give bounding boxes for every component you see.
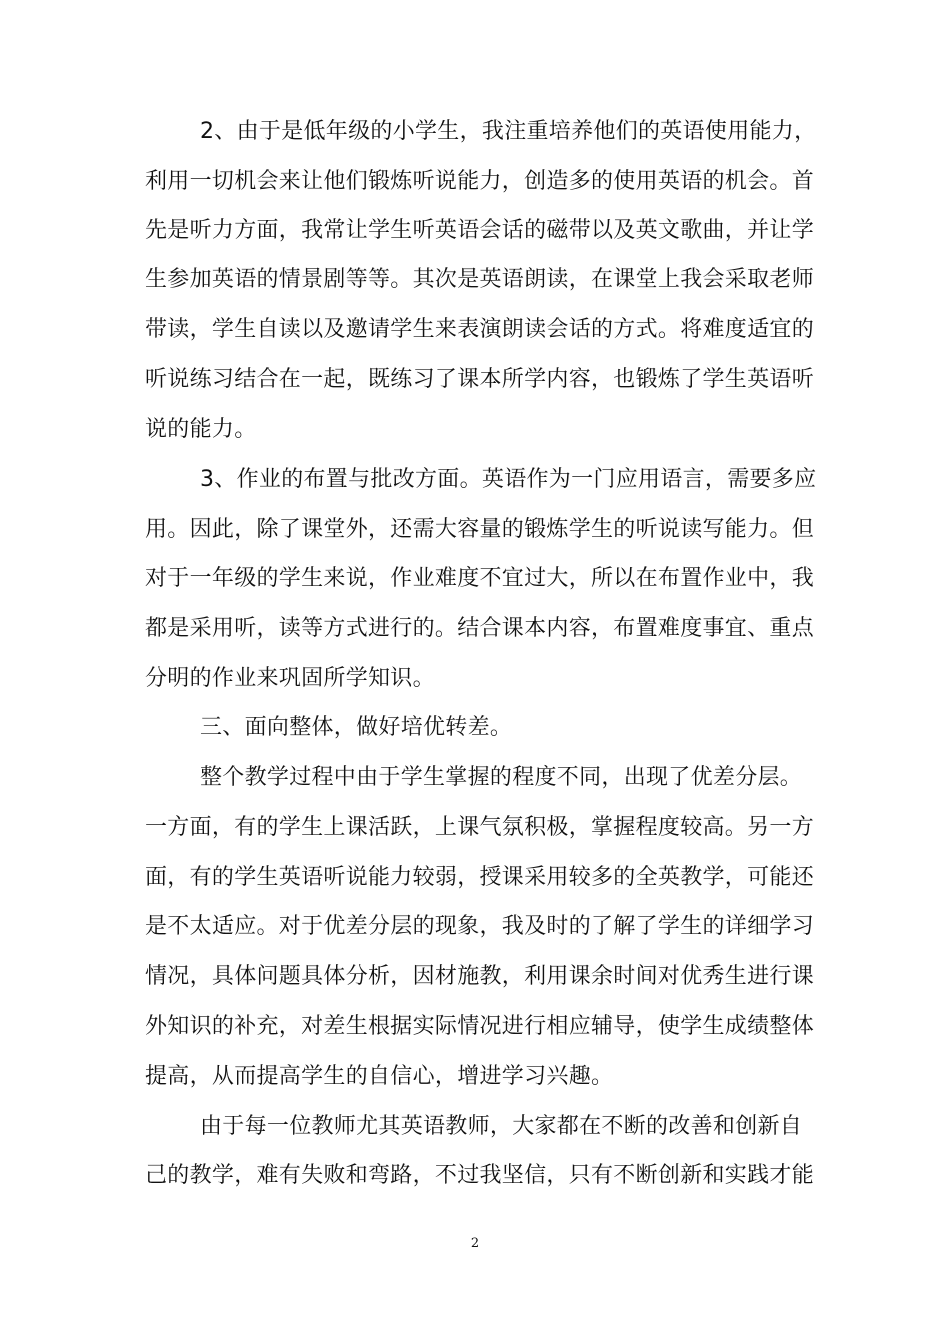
paragraph-line: 生参加英语的情景剧等等。其次是英语朗读，在课堂上我会采取老师 (145, 267, 815, 292)
paragraph-line: 一方面，有的学生上课活跃，上课气氛积极，掌握程度较高。另一方 (145, 815, 815, 840)
paragraph-line: 利用一切机会来让他们锻炼听说能力，创造多的使用英语的机会。首 (145, 169, 815, 194)
paragraph-line: 带读，学生自读以及邀请学生来表演朗读会话的方式。将难度适宜的 (145, 317, 815, 342)
paragraph-line: 己的教学，难有失败和弯路，不过我坚信，只有不断创新和实践才能 (145, 1163, 815, 1188)
paragraph-line: 2、由于是低年级的小学生，我注重培养他们的英语使用能力， (200, 119, 817, 144)
paragraph-line: 先是听力方面，我常让学生听英语会话的磁带以及英文歌曲，并让学 (145, 218, 815, 243)
paragraph-line: 由于每一位教师尤其英语教师，大家都在不断的改善和创新自 (200, 1114, 803, 1139)
paragraph-line: 3、作业的布置与批改方面。英语作为一门应用语言，需要多应 (200, 467, 817, 492)
paragraph-line: 提高，从而提高学生的自信心，增进学习兴趣。 (145, 1064, 614, 1089)
paragraph-line: 外知识的补充，对差生根据实际情况进行相应辅导，使学生成绩整体 (145, 1014, 815, 1039)
paragraph-line: 说的能力。 (145, 417, 257, 442)
paragraph-line: 整个教学过程中由于学生掌握的程度不同，出现了优差分层。 (200, 765, 803, 790)
paragraph-line: 对于一年级的学生来说，作业难度不宜过大，所以在布置作业中，我 (145, 566, 815, 591)
paragraph-line: 用。因此，除了课堂外，还需大容量的锻炼学生的听说读写能力。但 (145, 517, 815, 542)
paragraph-line: 情况，具体问题具体分析，因材施教，利用课余时间对优秀生进行课 (145, 964, 815, 989)
paragraph-line: 分明的作业来巩固所学知识。 (145, 666, 435, 691)
paragraph-line: 是不太适应。对于优差分层的现象，我及时的了解了学生的详细学习 (145, 914, 815, 939)
section-heading: 三、面向整体，做好培优转差。 (200, 715, 513, 740)
paragraph-line: 面，有的学生英语听说能力较弱，授课采用较多的全英教学，可能还 (145, 865, 815, 890)
page-number: 2 (470, 1236, 480, 1251)
paragraph-line: 都是采用听，读等方式进行的。结合课本内容，布置难度事宜、重点 (145, 616, 815, 641)
paragraph-line: 听说练习结合在一起，既练习了课本所学内容，也锻炼了学生英语听 (145, 367, 815, 392)
